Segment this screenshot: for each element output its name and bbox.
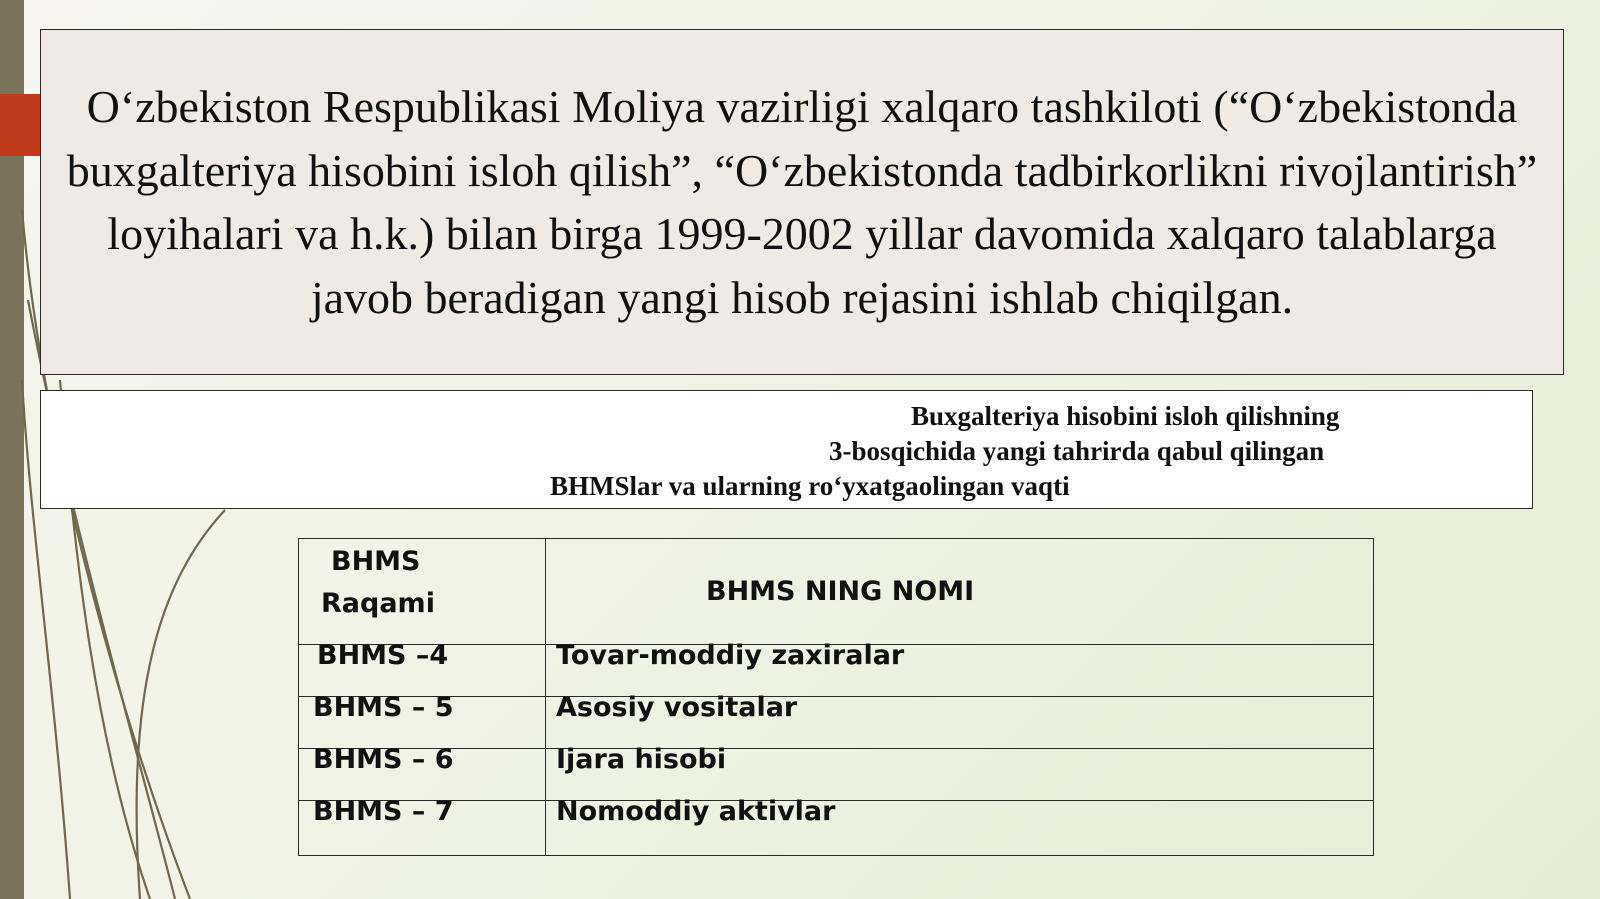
table-row: [299, 645, 1374, 697]
row-number: BHMS – 7: [299, 801, 546, 856]
bhms-table: [298, 538, 1374, 856]
row-name: Ijara hisobi: [546, 749, 1374, 801]
subtitle-line-3: BHMSlar va ularning ro‘yxatgaolingan vaqti: [550, 471, 1070, 501]
subtitle-line-1: Buxgalteriya hisobini isloh qilishning: [911, 401, 1340, 431]
header-number-line-1: BHMS: [331, 546, 421, 577]
title-box: [40, 29, 1564, 375]
header-number-line-2: Raqami: [321, 588, 435, 619]
row-number: BHMS – 5: [299, 697, 546, 749]
row-number: BHMS – 6: [299, 749, 546, 801]
table-header-row: [299, 539, 1374, 645]
row-name: Asosiy vositalar: [546, 697, 1374, 749]
subtitle-box: [40, 390, 1533, 509]
row-number: BHMS –4: [299, 645, 546, 697]
table-row: [299, 801, 1374, 856]
header-number: [299, 539, 546, 645]
subtitle-line-2: 3-bosqichida yangi tahrirda qabul qilingan: [829, 436, 1325, 466]
table-row: [299, 749, 1374, 801]
header-name: BHMS NING NOMI: [546, 539, 1374, 645]
accent-block: [0, 94, 40, 156]
row-name: Nomoddiy aktivlar: [546, 801, 1374, 856]
title-text: O‘zbekiston Respublikasi Moliya vazirligi xalqaro tashkiloti (“O‘zbekistonda buxgalteriya hisobini isloh qilish”, “O‘zbekistonda tadbirkorlikni rivojlantirish” loyihalari va h.k.) bilan birga 1999-2002 yillar davomida xalqaro talablarga javob beradigan yangi hisob rejasini ishlab chiqilgan.: [66, 81, 1538, 323]
table-row: [299, 697, 1374, 749]
row-name: Tovar-moddiy zaxiralar: [546, 645, 1374, 697]
